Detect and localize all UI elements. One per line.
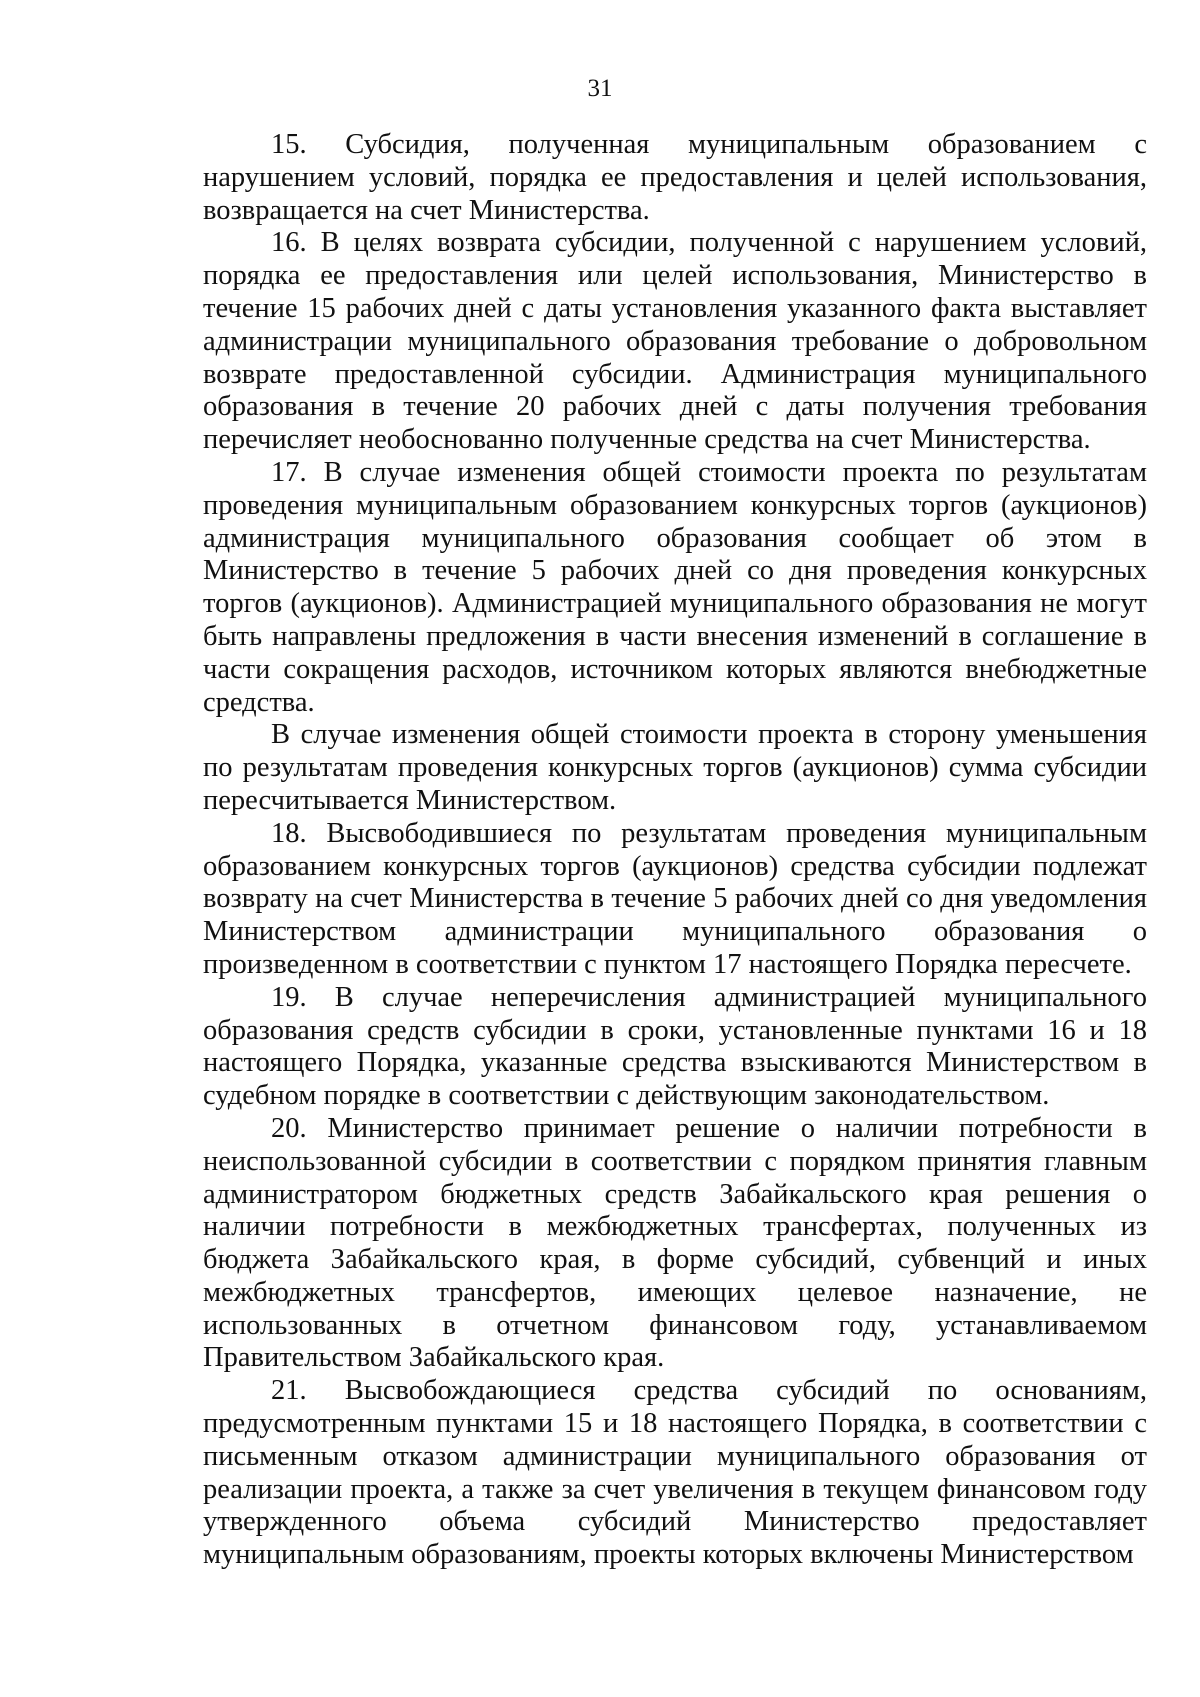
paragraph-16: 16. В целях возврата субсидии, полученной с нарушением условий, порядка ее предоставления или целей использования, Министерство в течение 15 рабочих дней с даты установления указанного факта выставляет администрации муниципального образования требование о добровольном возврате предоставленной субсидии. Администрация муниципального образования в течение 20 рабочих дней с даты получения требования перечисляет необоснованно полученные средства на счет Министерства. xyxy=(203,227,1147,456)
paragraph-17: 17. В случае изменения общей стоимости проекта по результатам проведения муниципальным образованием конкурсных торгов (аукционов) администрация муниципального образования сообщает об этом в Министерство в течение 5 рабочих дней со дня проведения конкурсных торгов (аукционов). Администрацией муниципального образования не могут быть направлены предложения в части внесения изменений в соглашение в части сокращения расходов, источником которых являются внебюджетные средства. xyxy=(203,456,1147,718)
document-body xyxy=(203,129,1147,1572)
paragraph-17-continued: В случае изменения общей стоимости проекта в сторону уменьшения по результатам проведения конкурсных торгов (аукционов) сумма субсидии пересчитывается Министерством. xyxy=(203,719,1147,816)
paragraph-18: 18. Высвободившиеся по результатам проведения муниципальным образованием конкурсных торгов (аукционов) средства субсидии подлежат возврату на счет Министерства в течение 5 рабочих дней со дня уведомления Министерством администрации муниципального образования о произведенном в соответствии с пунктом 17 настоящего Порядка пересчете. xyxy=(203,817,1147,980)
page-number: 31 xyxy=(587,75,613,102)
paragraph-20: 20. Министерство принимает решение о наличии потребности в неиспользованной субсидии в соответствии с порядком принятия главным администратором бюджетных средств Забайкальского края решения о наличии потребности в межбюджетных трансфертах, полученных из бюджета Забайкальского края, в форме субсидий, субвенций и иных межбюджетных трансфертов, имеющих целевое назначение, не использованных в отчетном финансовом году, устанавливаемом Правительством Забайкальского края. xyxy=(203,1112,1147,1374)
paragraph-21: 21. Высвобождающиеся средства субсидий по основаниям, предусмотренным пунктами 15 и 18 настоящего Порядка, в соответствии с письменным отказом администрации муниципального образования от реализации проекта, а также за счет увеличения в текущем финансовом году утвержденного объема субсидий Министерство предоставляет муниципальным образованиям, проекты которых включены Министерством xyxy=(203,1375,1147,1571)
paragraph-15: 15. Субсидия, полученная муниципальным образованием с нарушением условий, порядка ее предоставления и целей использования, возвращается на счет Министерства. xyxy=(203,129,1147,226)
paragraph-19: 19. В случае неперечисления администрацией муниципального образования средств субсидии в сроки, установленные пунктами 16 и 18 настоящего Порядка, указанные средства взыскиваются Министерством в судебном порядке в соответствии с действующим законодательством. xyxy=(203,981,1147,1112)
